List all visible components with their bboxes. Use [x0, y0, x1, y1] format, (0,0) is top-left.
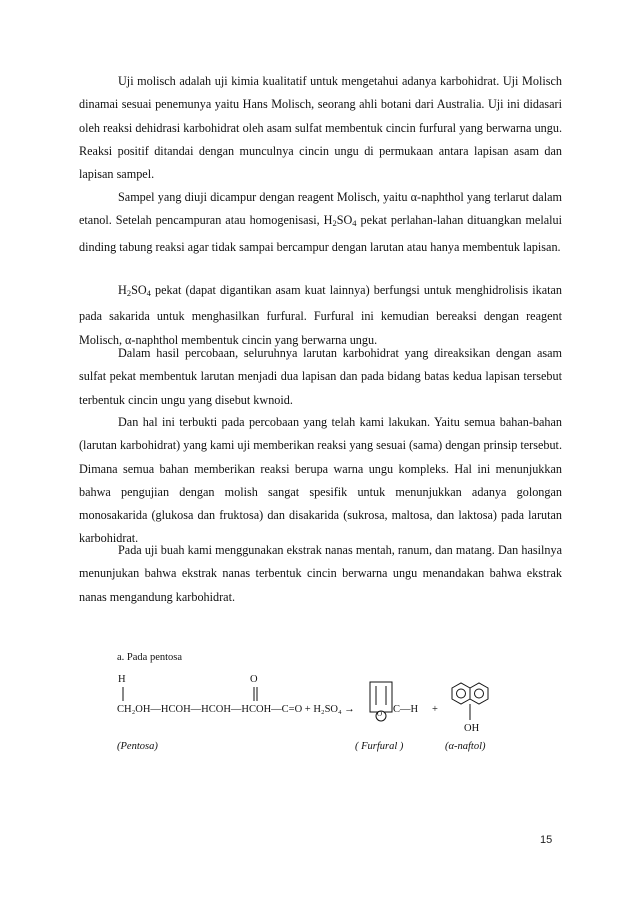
paragraph-experiment-results: Dalam hasil percobaan, seluruhnya larutan karbohidrat yang direaksikan dengan asam sulfat pekat membentuk larutan menjadi dua lapisan dan pada bidang batas kedua lapisan tersebut terbentuk cincin ungu yang disebut kwnoid. [79, 346, 562, 407]
plus-sign: + [432, 704, 438, 715]
hydroxyl-label: OH [464, 723, 480, 734]
atom-h-label: H [118, 674, 126, 685]
label-furfural: ( Furfural ) [355, 741, 404, 752]
paragraph-sulfuric-acid-role: $H_2SO_4$ pekat (dapat digantikan asam kuat lainnya) berfungsi untuk menghidrolisis ikatan pada sakarida untuk menghasilkan furfural. Furfural ini kemudian bereaksi dengan reagent Molisch, α-naphthol membentuk cincin yang berwarna ungu. [79, 283, 562, 347]
paragraph-evidence: Dan hal ini terbukti pada percobaan yang telah kami lakukan. Yaitu semua bahan-bahan (larutan karbohidrat) yang kami uji memberikan reaksi yang sesuai (sama) dengan prinsip tersebut. Dimana semua bahan memberikan reaksi berupa warna ungu kompleks. Hal ini menunjukkan bahwa pengujian dengan molish sangat spesifik untuk menunjukkan adanya golongan monosakarida (glukosa dan fruktosa) dan disakarida (sukrosa, maltosa, dan laktosa) pada larutan karbohidrat. [79, 415, 562, 546]
label-pentosa: (Pentosa) [117, 741, 158, 752]
reaction-heading: a. Pada pentosa [117, 652, 183, 663]
paragraph-molisch-intro: Uji molisch adalah uji kimia kualitatif untuk mengetahui adanya karbohidrat. Uji Molisch dinamai sesuai penemunya yaitu Hans Molisch, seorang ahli botani dari Australia. Uji ini didasari oleh reaksi dehidrasi karbohidrat oleh asam sulfat membentuk cincin furfural yang berwarna ungu. Reaksi positif ditandai dengan munculnya cincin ungu di permukaan antara lapisan asam dan lapisan sampel. [79, 74, 562, 182]
furfural-ring-oxygen: O [377, 710, 383, 718]
label-alpha-naftol: (α-naftol) [445, 741, 486, 752]
atom-o-label: O [250, 674, 258, 685]
page-number: 15 [540, 834, 553, 846]
furfural-aldehyde-group: C—H [393, 704, 419, 715]
pentose-chain-formula: CH₂OH—HCOH—HCOH—HCOH—C=O + H₂SO₄ → [117, 704, 355, 715]
paragraph-sample-procedure: Sampel yang diuji dicampur dengan reagent Molisch, yaitu α-naphthol yang terlarut dalam etanol. Setelah pencampuran atau homogenisasi, $H_2SO_4$ pekat perlahan-lahan dituangkan melalui dinding tabung reaksi agar tidak sampai bercampur dengan larutan atau hanya membentuk lapisan. [79, 190, 562, 254]
paragraph-pineapple-test: Pada uji buah kami menggunakan ekstrak nanas mentah, ranum, dan matang. Dan hasilnya menunjukan bahwa ekstrak nanas terbentuk cincin berwarna ungu menandakan bahwa ekstrak nanas mengandung karbohidrat. [79, 543, 562, 604]
